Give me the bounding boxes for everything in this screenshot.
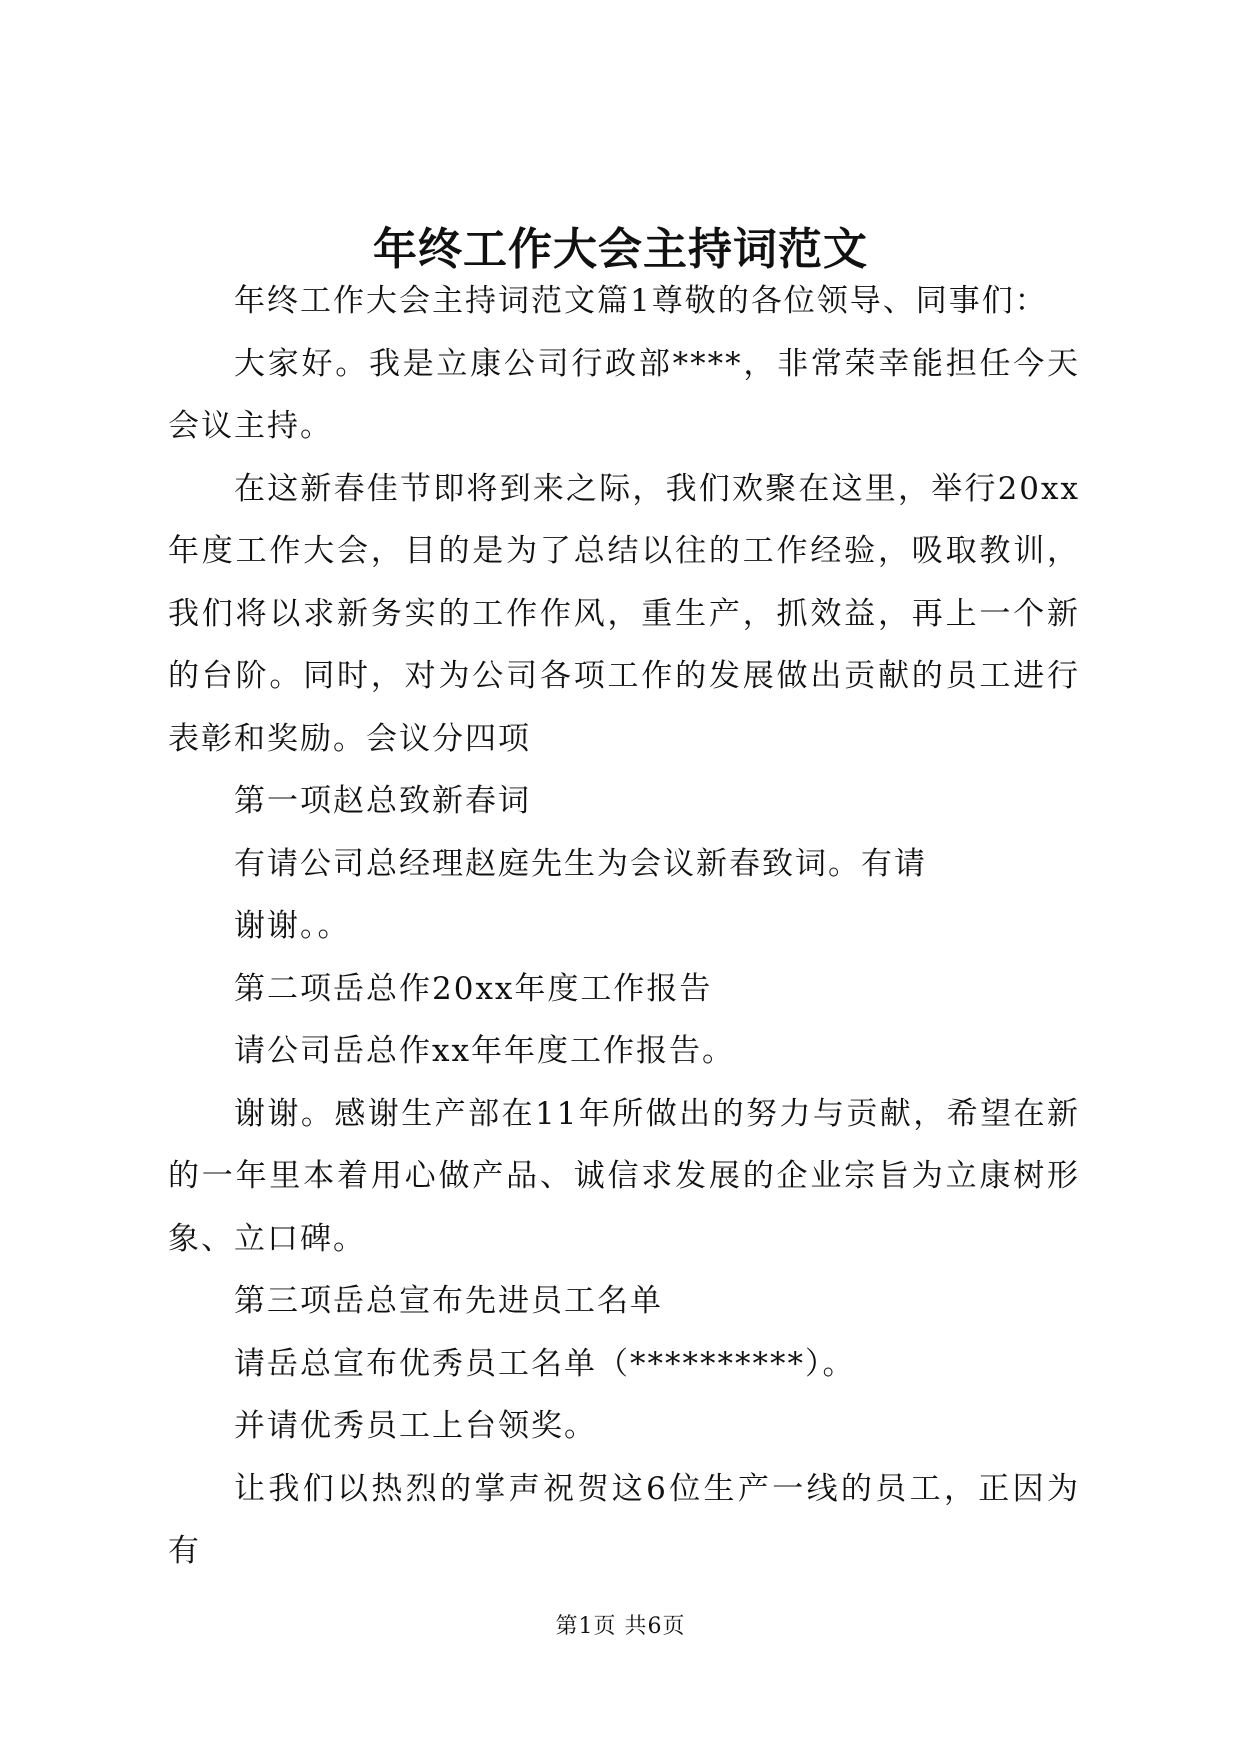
paragraph: 谢谢。。 — [234, 908, 351, 944]
paragraph: 请公司岳总作xx年年度工作报告。 — [234, 1033, 735, 1069]
paragraph: 第一项赵总致新春词 — [234, 783, 531, 819]
document-title: 年终工作大会主持词范文 — [373, 224, 868, 275]
paragraph: 谢谢。感谢生产部在11年所做出的努力与贡献，希望在新的一年里本着用心做产品、诚信求发展的企业宗旨为立康树形象、立口碑。 — [168, 1095, 1080, 1257]
paragraph: 第二项岳总作20xx年度工作报告 — [234, 970, 713, 1007]
paragraph: 年终工作大会主持词范文篇1尊敬的各位领导、同事们： — [234, 283, 1048, 319]
paragraph: 第三项岳总宣布先进员工名单 — [234, 1283, 663, 1319]
document-body — [168, 270, 1080, 1583]
paragraph: 并请优秀员工上台领奖。 — [234, 1408, 597, 1444]
paragraph: 请岳总宣布优秀员工名单（**********）。 — [234, 1345, 856, 1382]
paragraph: 有请公司总经理赵庭先生为会议新春致词。有请 — [234, 845, 927, 882]
paragraph: 在这新春佳节即将到来之际，我们欢聚在这里，举行20xx年度工作大会，目的是为了总结以往的工作经验，吸取教训，我们将以求新务实的工作作风，重生产，抓效益，再上一个新的台阶。同时，对为公司各项工作的发展做出贡献的员工进行表彰和奖励。会议分四项 — [168, 470, 1080, 757]
page-footer: 第1页 共6页 — [555, 1614, 686, 1639]
paragraph: 让我们以热烈的掌声祝贺这6位生产一线的员工，正因为有 — [168, 1470, 1080, 1569]
paragraph: 大家好。我是立康公司行政部****，非常荣幸能担任今天会议主持。 — [168, 345, 1080, 444]
